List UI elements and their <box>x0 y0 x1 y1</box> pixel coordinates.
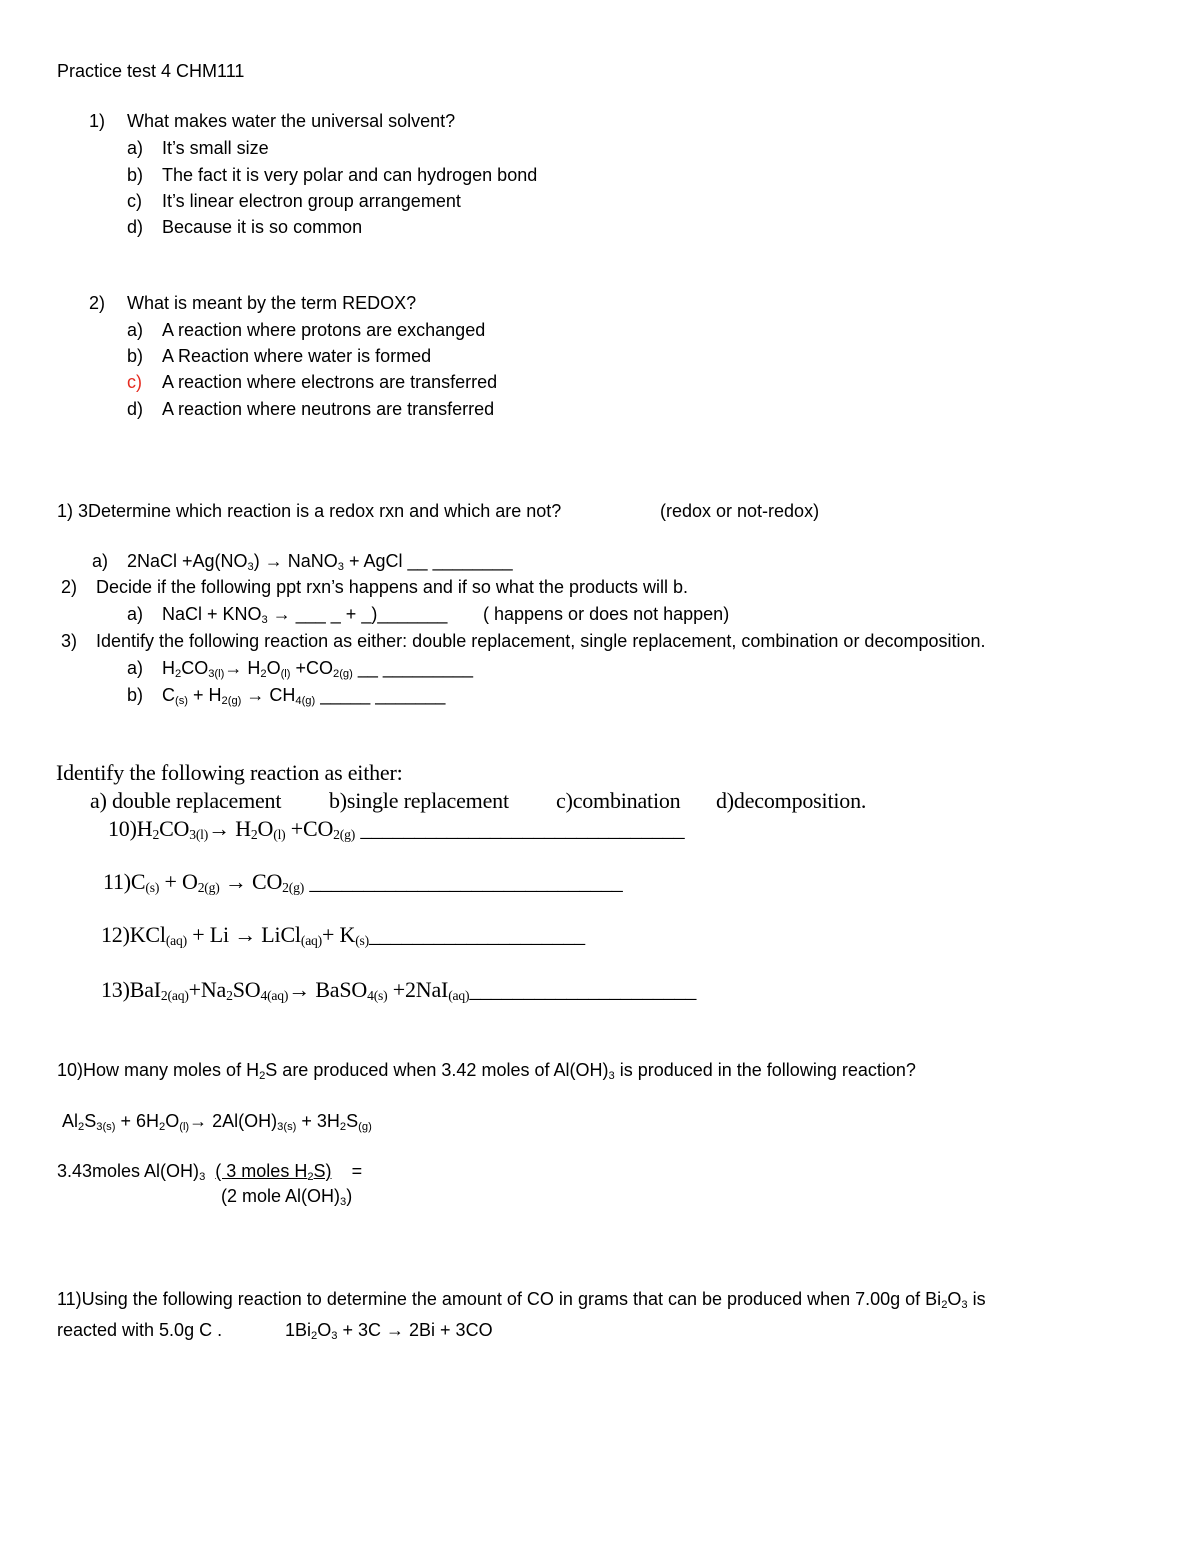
sec3-option-b: b)single replacement <box>329 788 509 813</box>
q1-number: 1) <box>89 111 106 131</box>
q3-text: 1) 3Determine which reaction is a redox rxn and which are not? <box>57 501 562 521</box>
q3a-equation: 2NaCl $+Ag(NO_3)$ → NaNO$_3$ + AgCl __ ________ <box>127 551 513 573</box>
q2-option-letter: a) <box>127 320 144 340</box>
reaction-12: 12)KCl$_{(aq)}$ + Li → LiCl$_{(aq)}$+ $K_{(s)}\_\_\_\_\_\_\_\_\_\_\_\_\_\_\_\_\_\_\_\_$ <box>101 922 585 948</box>
q5a-answer-blank[interactable]: __ _________ <box>357 658 473 678</box>
q4a-equation: NaCl + $KNO_3$ → ___ _ + _)_______ <box>162 604 448 626</box>
reaction-number: 10) <box>108 816 137 841</box>
q2-option-letter: b) <box>127 346 144 366</box>
q2-option-letter-highlighted: c) <box>127 372 142 392</box>
q1-text: What makes water the universal solvent? <box>127 111 456 131</box>
q5b-equation: $C_{(s)} + H_{2(g)} \to CH_{4(g)}$ _____ _______ <box>162 685 446 707</box>
q5-text: Identify the following reaction as either: double replacement, single replacement, combination or decomposition. <box>96 631 986 651</box>
q1-option-letter: a) <box>127 138 144 158</box>
q5-number: 3) <box>61 631 78 651</box>
q5b-answer-blank[interactable]: _____ _______ <box>320 685 446 705</box>
reaction-answer-blank[interactable]: ____________________ <box>368 922 585 947</box>
q1-option-letter: d) <box>127 217 144 237</box>
q2-option-letter: d) <box>127 399 144 419</box>
q2-text: What is meant by the term REDOX? <box>127 293 417 313</box>
q3-hint: (redox or not-redox) <box>660 501 820 521</box>
q5a-letter: a) <box>127 658 144 678</box>
q2-option-text: A Reaction where water is formed <box>162 346 432 366</box>
reaction-11: $11)C_{(s)} + O_{2(g)} \to CO_{2(g)}$ _____________________________ <box>103 869 623 895</box>
page-title: Practice test 4 CHM111 <box>57 61 245 81</box>
q10-text: 10)How many moles of $H_2S$ are produced when 3.42 moles of $Al(OH)_3$ is produced in the following reaction? <box>57 1060 916 1082</box>
reaction-answer-blank[interactable]: _____________________ <box>469 977 697 1002</box>
q4-text: Decide if the following ppt rxn’s happens and if so what the products will b. <box>96 577 689 597</box>
reaction-10: $10)H_2CO_{3(l)}\to H_2O_{(l)} +CO_{2(g)}$ ______________________________ <box>108 816 685 842</box>
q2-option-text: A reaction where electrons are transferred <box>162 372 498 392</box>
q1-option-letter: c) <box>127 191 142 211</box>
q10-calc-line: 3.43moles $Al(OH)_3$ ( 3 moles $H_2S$) = <box>57 1161 363 1183</box>
sec3-option-c: c)combination <box>556 788 681 813</box>
reaction-number: 11) <box>103 869 131 894</box>
q11-equation: $1Bi_2O_3 + 3C \to 2Bi + 3CO$ <box>285 1320 493 1342</box>
q10-equation: $Al_2S_{3(s)} + 6H_2O_{(l)}\to 2Al(OH)_{3(s)} + 3H_2S_{(g)}$ <box>62 1111 372 1133</box>
q1-option-text: It’s small size <box>162 138 269 158</box>
sec3-option-a: a) double replacement <box>90 788 282 813</box>
q11-text-line2: reacted with 5.0g C . <box>57 1320 223 1340</box>
sec3-option-d: d)decomposition. <box>716 788 867 813</box>
reaction-number: 12) <box>101 922 130 947</box>
q2-number: 2) <box>89 293 106 313</box>
reaction-13: $13)BaI_{2(aq)}+Na_2SO_{4(aq)}\to$ BaSO$_{4(s)}$ +2NaI$_{(aq)}$_____________________ <box>101 977 697 1003</box>
q10-calc-denominator: (2 mole $Al(OH)_3$) <box>221 1186 353 1208</box>
q1-option-letter: b) <box>127 165 144 185</box>
reaction-answer-blank[interactable]: ______________________________ <box>360 816 685 841</box>
q4a-hint: ( happens or does not happen) <box>483 604 730 624</box>
q3a-answer-blank[interactable]: __ ________ <box>407 551 513 571</box>
q2-option-text: A reaction where protons are exchanged <box>162 320 486 340</box>
q5b-letter: b) <box>127 685 144 705</box>
q4a-answer-blank[interactable]: ___ _ + _)_______ <box>295 604 448 624</box>
q4a-letter: a) <box>127 604 144 624</box>
q5a-equation: $H_2CO_{3(l)}\to H_2O_{(l)} +CO_{2(g)}$ __ _________ <box>162 658 473 680</box>
q1-option-text: It’s linear electron group arrangement <box>162 191 461 211</box>
q3a-letter: a) <box>92 551 109 571</box>
reaction-answer-blank[interactable]: _____________________________ <box>309 869 623 894</box>
q1-option-text: Because it is so common <box>162 217 363 237</box>
q2-option-text: A reaction where neutrons are transferred <box>162 399 495 419</box>
q4-number: 2) <box>61 577 78 597</box>
reaction-number: 13) <box>101 977 130 1002</box>
q1-option-text: The fact it is very polar and can hydrogen bond <box>162 165 538 185</box>
sec3-heading: Identify the following reaction as either: <box>56 760 403 785</box>
q11-text: 11)Using the following reaction to determine the amount of CO in grams that can be produced when 7.00g of $Bi_2O_3$ is <box>57 1289 986 1311</box>
